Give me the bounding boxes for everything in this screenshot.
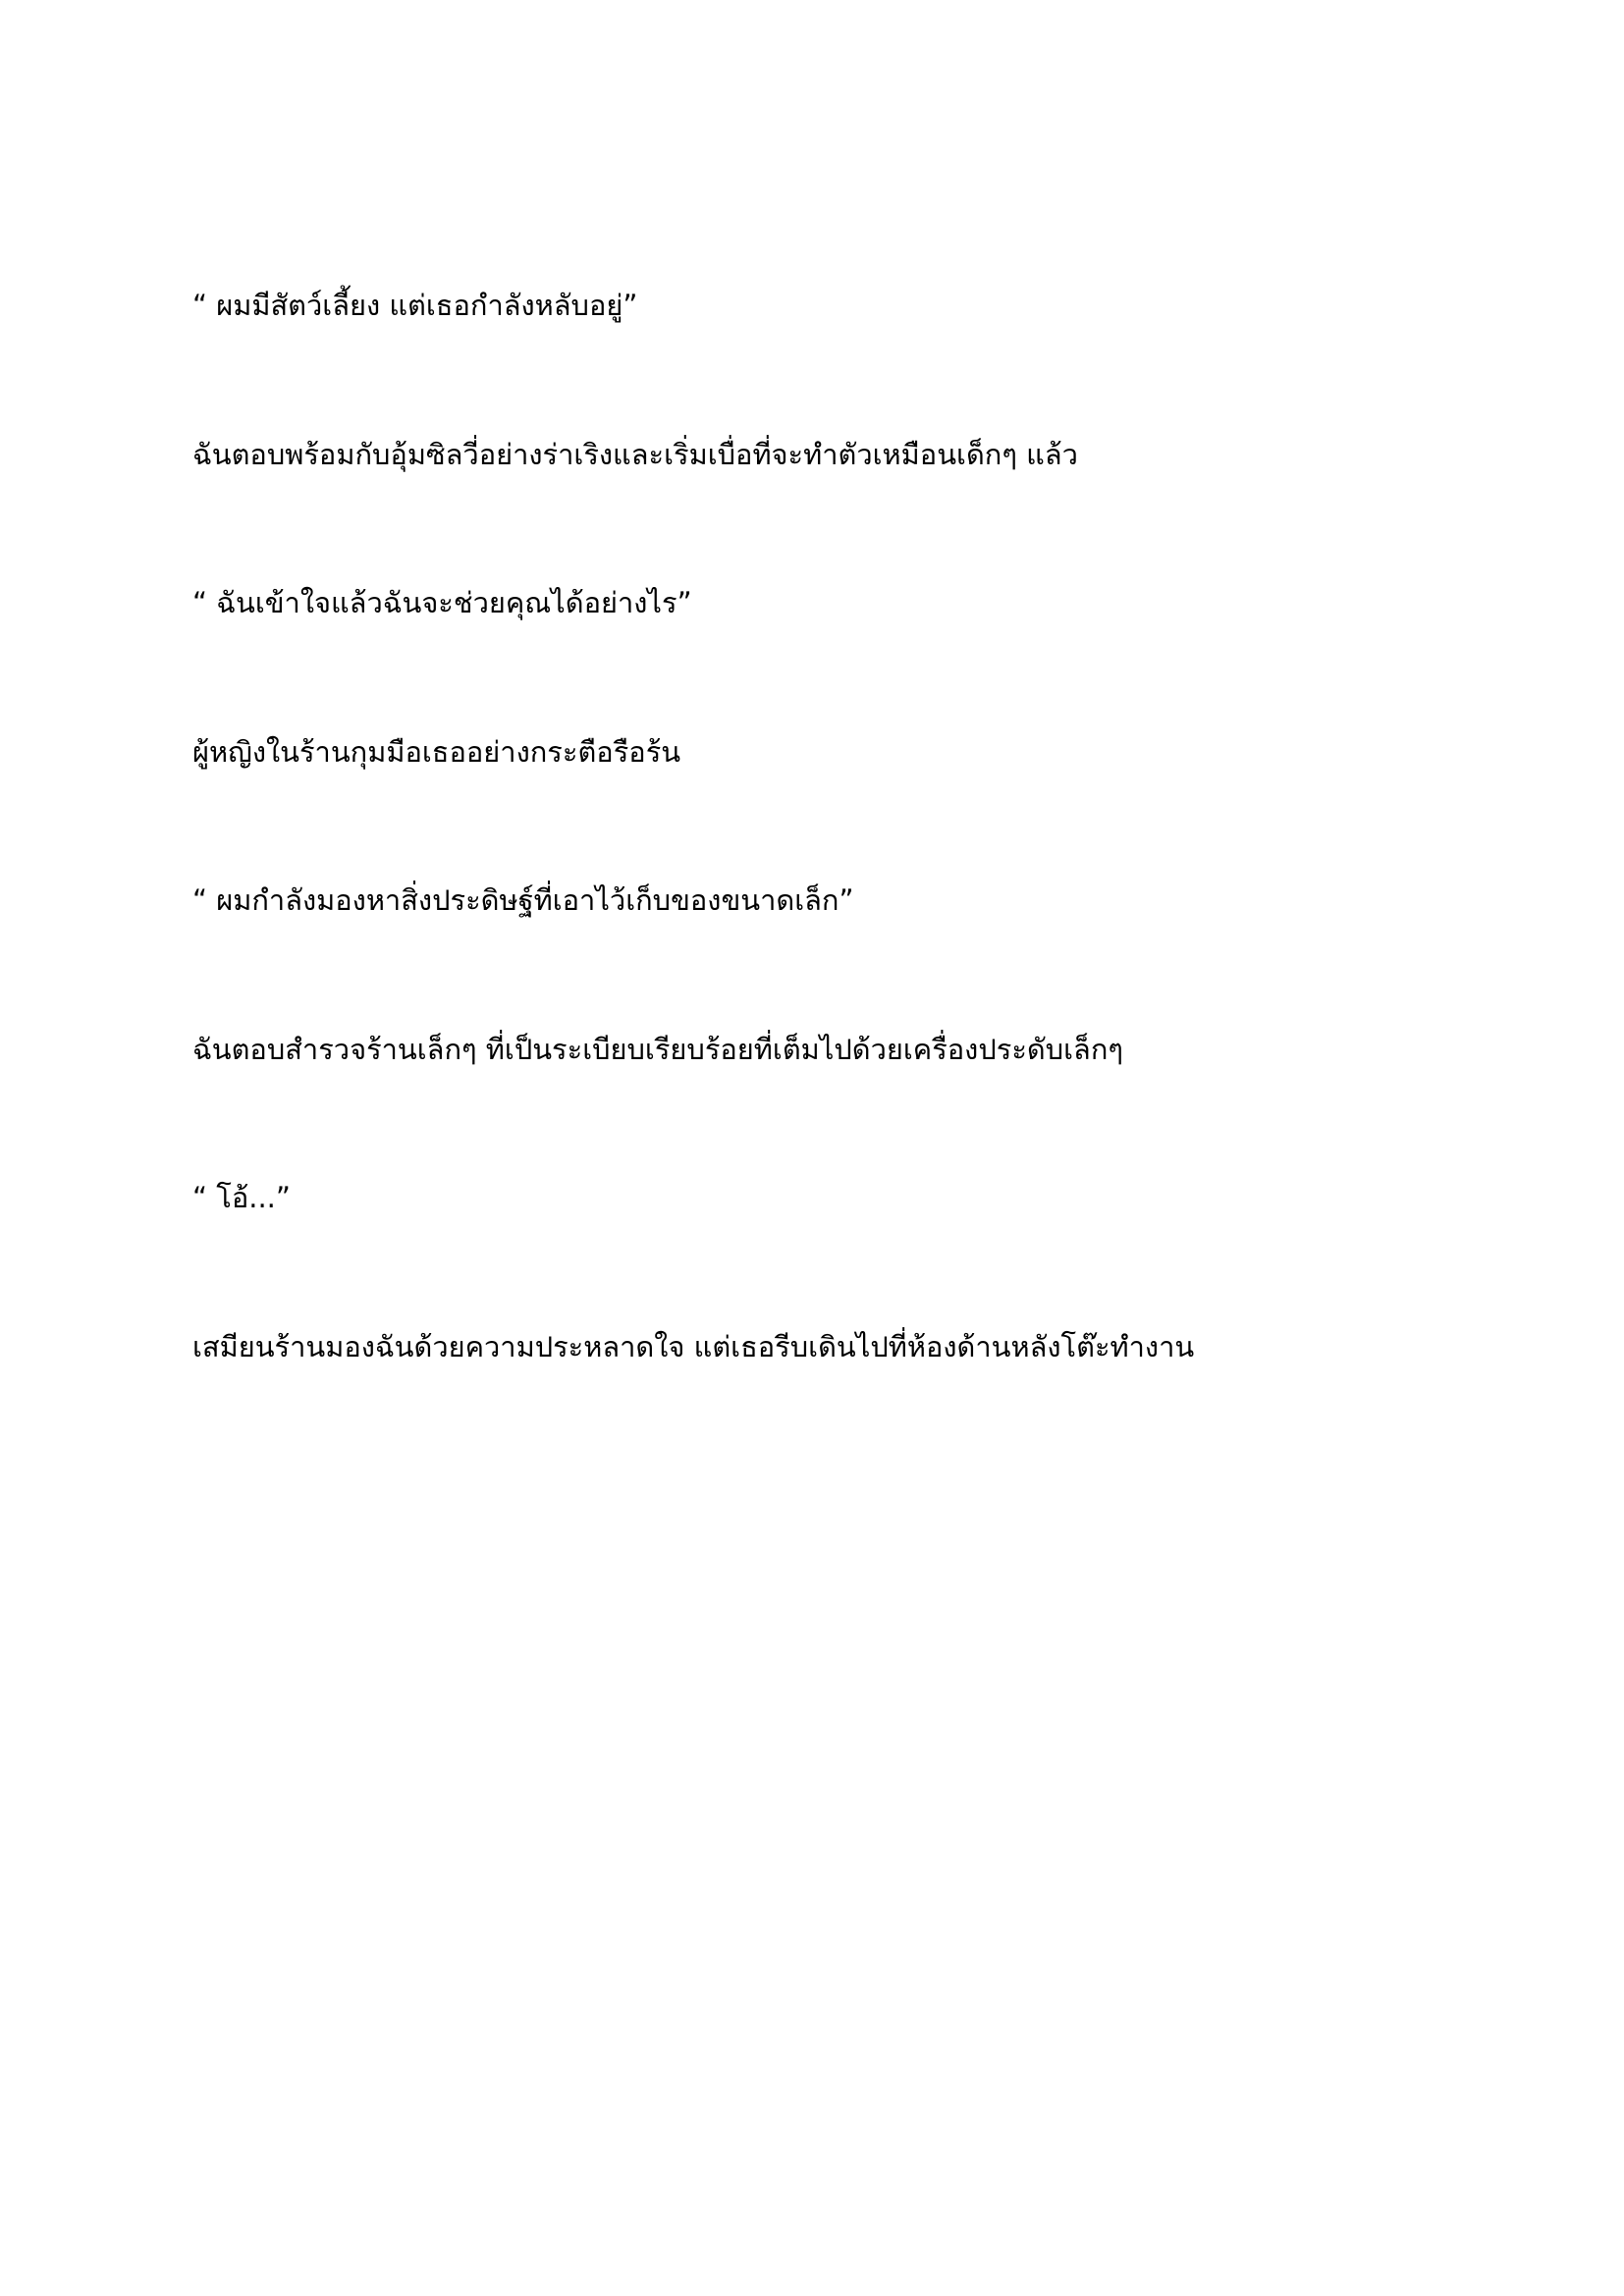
paragraph: “ ฉันเข้าใจแล้วฉันจะช่วยคุณได้อย่างไร”: [192, 586, 692, 619]
paragraph: “ ผมกำลังมองหาสิ่งประดิษฐ์ที่เอาไว้เก็บของขนาดเล็ก”: [192, 883, 854, 917]
paragraph: ฉันตอบสำรวจร้านเล็กๆ ที่เป็นระเบียบเรียบร้อยที่เต็มไปด้วยเครื่องประดับเล็กๆ: [192, 1032, 1123, 1066]
paragraph: “ โอ้...”: [192, 1181, 291, 1214]
paragraph: “ ผมมีสัตว์เลี้ยง แต่เธอกำลังหลับอยู่”: [192, 289, 638, 322]
document-body: [192, 285, 1459, 1368]
paragraph: เสมียนร้านมองฉันด้วยความประหลาดใจ แต่เธอรีบเดินไปที่ห้องด้านหลังโต๊ะทำงาน: [192, 1329, 1195, 1363]
paragraph: ฉันตอบพร้อมกับอุ้มซิลวี่อย่างร่าเริงและเริ่มเบื่อที่จะทำตัวเหมือนเด็กๆ แล้ว: [192, 437, 1078, 471]
paragraph: ผู้หญิงในร้านกุมมือเธออย่างกระตือรือร้น: [192, 734, 681, 769]
